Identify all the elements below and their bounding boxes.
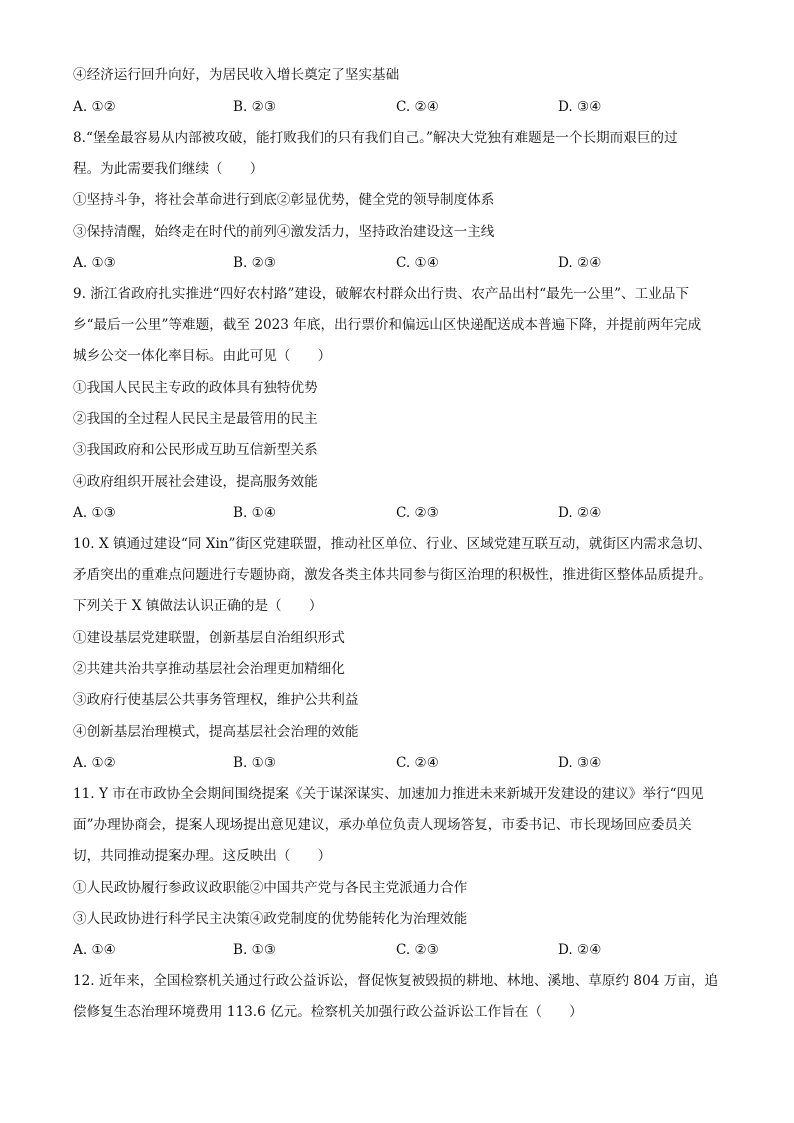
q10-statement-4: ④创新基层治理模式，提高基层社会治理的效能 (73, 724, 359, 740)
q9-stem-line-2: 乡“最后一公里”等难题，截至 2023 年底，出行票价和偏远山区快递配送成本普遍下降，并提前两年完成 (73, 317, 702, 333)
choice-d: D. ③④ (558, 755, 602, 771)
choice-b: B. ①④ (233, 505, 277, 521)
q9-statement-2: ②我国的全过程人民民主是最管用的民主 (73, 411, 318, 427)
choice-d: D. ②④ (558, 255, 602, 271)
q10-statement-2: ②共建共治共享推动基层社会治理更加精细化 (73, 661, 345, 677)
q8-statement-3-4: ③保持清醒，始终走在时代的前列④激发活力，坚持政治建设这一主线 (73, 224, 495, 240)
q7-option-4: ④经济运行回升向好，为居民收入增长奠定了坚实基础 (73, 67, 400, 83)
q9-statement-4: ④政府组织开展社会建设，提高服务效能 (73, 474, 318, 490)
choice-a: A. ①② (73, 99, 116, 115)
q10-stem-line-2: 矛盾突出的重难点问题进行专题协商，激发各类主体共同参与街区治理的积极性，推进街区整体品质提升。 (73, 567, 712, 583)
choice-b: B. ①③ (233, 755, 277, 771)
q11-statement-1-2: ①人民政协履行参政议政职能②中国共产党与各民主党派通力合作 (73, 880, 468, 896)
choice-c: C. ②④ (396, 755, 439, 771)
choice-d: D. ②④ (558, 942, 602, 958)
choice-c: C. ②④ (396, 99, 439, 115)
choice-a: A. ①② (73, 755, 116, 771)
choice-b: B. ①③ (233, 942, 277, 958)
q8-stem-line-2: 程。为此需要我们继续（ ） (73, 161, 264, 177)
q11-stem-line-1: 11. Y 市在市政协全会期间围绕提案《关于谋深谋实、加速加力推进未来新城开发建设的建议》举行“四见 (73, 786, 704, 802)
q10-stem-line-1: 10. X 镇通过建设“同 Xin”街区党建联盟，推动社区单位、行业、区域党建互联互动，就街区内需求急切、 (73, 536, 712, 552)
q12-stem-line-1: 12. 近年来，全国检察机关通过行政公益诉讼，督促恢复被毁损的耕地、林地、溪地、草原约 804 万亩，追 (73, 973, 719, 989)
q10-choices (73, 754, 733, 772)
q9-stem-line-1: 9. 浙江省政府扎实推进“四好农村路”建设，破解农村群众出行贵、农产品出村“最先一公里”、工业品下 (73, 286, 690, 302)
q11-statement-3-4: ③人民政协进行科学民主决策④政党制度的优势能转化为治理效能 (73, 911, 468, 927)
q8-stem-line-1: 8.“堡垒最容易从内部被攻破，能打败我们的只有我们自己。”解决大党独有难题是一个长期而艰巨的过 (73, 130, 678, 146)
q12-stem-line-2: 偿修复生态治理环境费用 113.6 亿元。检察机关加强行政公益诉讼工作旨在（ ） (73, 1004, 583, 1020)
q7-choices (73, 98, 733, 116)
choice-a: A. ①④ (73, 942, 116, 958)
choice-c: C. ②③ (396, 505, 439, 521)
choice-c: C. ①④ (396, 255, 439, 271)
choice-a: A. ①③ (73, 255, 116, 271)
q9-choices (73, 504, 733, 522)
choice-b: B. ②③ (233, 255, 277, 271)
choice-c: C. ②③ (396, 942, 439, 958)
choice-d: D. ②④ (558, 505, 602, 521)
q10-stem-line-3: 下列关于 X 镇做法认识正确的是（ ） (73, 598, 323, 614)
q10-statement-1: ①建设基层党建联盟，创新基层自治组织形式 (73, 630, 345, 646)
q10-statement-3: ③政府行使基层公共事务管理权，维护公共利益 (73, 692, 359, 708)
q9-statement-1: ①我国人民民主专政的政体具有独特优势 (73, 380, 318, 396)
q11-stem-line-3: 切，共同推动提案办理。这反映出（ ） (73, 848, 332, 864)
q8-choices (73, 254, 733, 272)
choice-b: B. ②③ (233, 99, 277, 115)
q9-statement-3: ③我国政府和公民形成互助互信新型关系 (73, 442, 318, 458)
q8-statement-1-2: ①坚持斗争，将社会革命进行到底②彰显优势，健全党的领导制度体系 (73, 192, 495, 208)
choice-a: A. ①③ (73, 505, 116, 521)
q11-stem-line-2: 面”办理协商会，提案人现场提出意见建议，承办单位负责人现场答复，市委书记、市长现场回应委员关 (73, 817, 692, 833)
q11-choices (73, 941, 733, 959)
choice-d: D. ③④ (558, 99, 602, 115)
q9-stem-line-3: 城乡公交一体化率目标。由此可见（ ） (73, 348, 332, 364)
